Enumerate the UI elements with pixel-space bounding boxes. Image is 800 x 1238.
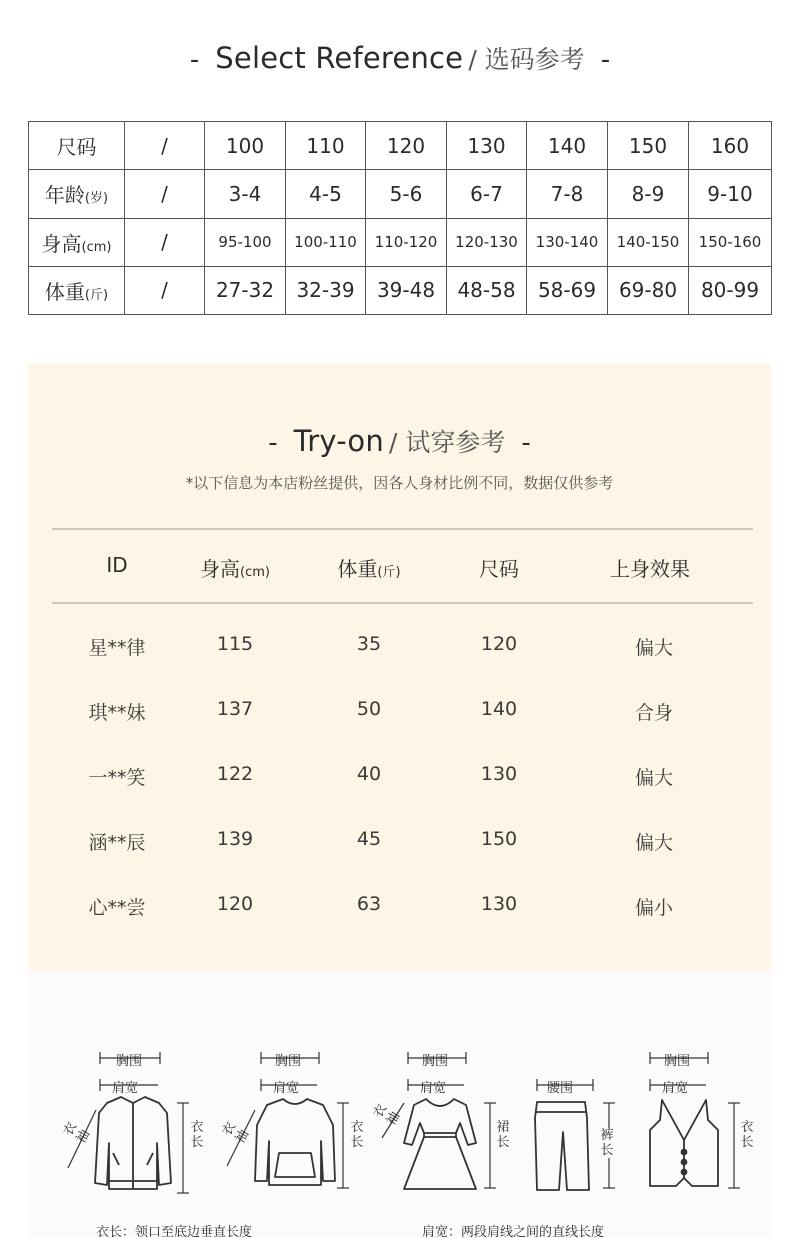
table-cell: 8-9 [608,170,689,218]
size-chart-table [28,121,772,315]
table-cell: 110 [286,122,366,170]
select-reference-title [0,40,800,76]
title-dash-right: - [521,428,531,458]
try-on-panel [28,363,771,970]
cell-weight: 40 [356,763,382,785]
cell-size: 150 [480,828,518,850]
row-label: 尺码 [29,122,125,170]
cell-id: 星**律 [88,637,146,659]
shoulder-label: 肩宽 [662,1081,689,1096]
cell-fit: 合身 [634,702,673,724]
dress-diagram [370,1048,510,1208]
cell-size: 130 [480,893,518,915]
table-cell: 140 [527,122,608,170]
table-cell: 4-5 [286,170,366,218]
sweatshirt-icon [253,1095,337,1191]
shoulder-label: 肩宽 [273,1081,300,1096]
chest-label: 胸围 [116,1054,143,1069]
sweatshirt-diagram [219,1048,364,1208]
header-height: 身高(cm) [200,557,270,581]
table-cell: 5-6 [366,170,447,218]
table-cell: 130 [447,122,527,170]
cell-weight: 50 [356,698,382,720]
row-label: 年龄(岁) [29,170,125,218]
cell-fit: 偏大 [634,832,673,854]
chest-label: 胸围 [422,1054,449,1069]
title-dash-right: - [600,45,611,75]
vest-icon [646,1096,722,1192]
table-cell: 120-130 [447,218,527,266]
table-cell: 150-160 [689,218,772,266]
table-cell: 32-39 [286,266,366,314]
cell-weight: 63 [356,893,382,915]
header-size: 尺码 [479,557,519,581]
jacket-icon [93,1093,173,1193]
size-row [29,122,772,170]
try-on-note: *以下信息为本店粉丝提供，因各人身材比例不同，数据仅供参考 [185,474,614,492]
cell-height: 122 [216,763,254,785]
cell-fit: 偏大 [634,637,673,659]
try-on-title [28,423,771,459]
cell-fit: 偏大 [634,767,673,789]
header-fit: 上身效果 [610,557,690,581]
cell-height: 139 [216,828,254,850]
title-en: Try-on [293,424,384,458]
age-row [29,170,772,218]
table-cell: 150 [608,122,689,170]
table-cell: 100-110 [286,218,366,266]
cell-height: 120 [216,893,254,915]
vest-diagram [638,1048,768,1208]
measurement-guide [28,970,771,1238]
table-cell: 120 [366,122,447,170]
title-en: Select Reference [215,41,464,75]
sleeve-label: 衣袖 [219,1119,253,1147]
cell-size: 120 [480,633,518,655]
table-cell: 3-4 [205,170,286,218]
shoulder-label: 肩宽 [420,1081,447,1096]
title-cn: / 试穿参考 [389,428,506,457]
chest-label: 胸围 [664,1054,691,1069]
table-cell: 140-150 [608,218,689,266]
table-cell: 7-8 [527,170,608,218]
cell-id: 琪**妹 [88,702,146,724]
length-label: 衣长 [350,1120,364,1150]
pants-icon [533,1098,593,1198]
table-cell: 110-120 [366,218,447,266]
table-cell: 160 [689,122,772,170]
table-cell: 130-140 [527,218,608,266]
slash-cell: / [125,218,205,266]
cell-id: 涵**辰 [88,832,146,854]
row-label: 体重(斤) [29,266,125,314]
shoulder-footnote: 肩宽：两段肩线之间的直线长度 [422,1225,605,1238]
sleeve-label: 衣袖 [370,1101,404,1129]
pants-length-label: 裤长 [600,1128,614,1158]
table-cell: 58-69 [527,266,608,314]
chest-label: 胸围 [275,1054,302,1069]
height-row [29,218,772,266]
cell-height: 115 [216,633,254,655]
row-label: 身高(cm) [29,218,125,266]
sleeve-label: 衣袖 [60,1119,94,1147]
cell-weight: 45 [356,828,382,850]
length-footnote: 衣长：领口至底边垂直长度 [96,1225,253,1238]
jacket-diagram [60,1048,208,1208]
cell-fit: 偏小 [634,897,673,919]
table-cell: 27-32 [205,266,286,314]
divider [52,528,753,530]
title-dash-left: - [189,45,200,75]
pants-diagram [523,1048,623,1208]
cell-id: 心**尝 [88,897,146,919]
cell-id: 一**笑 [88,767,146,789]
slash-cell: / [125,170,205,218]
length-label: 衣长 [740,1120,754,1150]
weight-row [29,266,772,314]
table-cell: 69-80 [608,266,689,314]
table-cell: 39-48 [366,266,447,314]
header-id: ID [106,553,128,577]
table-cell: 6-7 [447,170,527,218]
table-cell: 80-99 [689,266,772,314]
table-cell: 95-100 [205,218,286,266]
table-cell: 48-58 [447,266,527,314]
divider [52,602,753,604]
title-cn: / 选码参考 [468,45,585,74]
slash-cell: / [125,122,205,170]
shoulder-label: 肩宽 [112,1081,139,1096]
length-label: 衣长 [190,1120,204,1150]
cell-size: 140 [480,698,518,720]
table-cell: 100 [205,122,286,170]
slash-cell: / [125,266,205,314]
cell-size: 130 [480,763,518,785]
table-cell: 9-10 [689,170,772,218]
cell-height: 137 [216,698,254,720]
cell-weight: 35 [356,633,382,655]
dress-icon [400,1093,480,1193]
title-dash-left: - [268,428,278,458]
skirt-length-label: 裙长 [496,1120,510,1150]
waist-label: 腰围 [547,1081,574,1096]
header-weight: 体重(斤) [337,557,401,581]
